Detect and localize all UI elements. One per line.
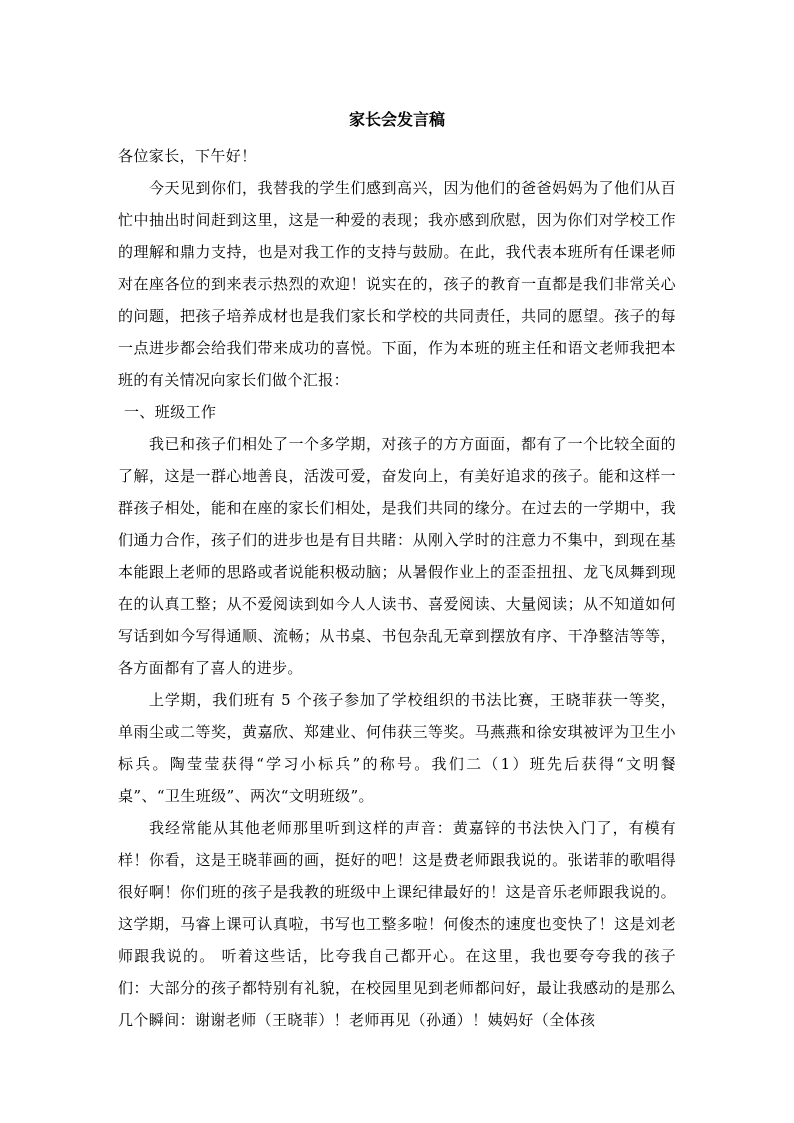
section-heading: 一、班级工作 [124, 403, 217, 421]
section-paragraph: 我经常能从其他老师那里听到这样的声音：黄嘉锌的书法快入门了，有模有样！你看，这是王晓菲画的画，挺好的吧！这是费老师跟我说的。张诺菲的歌唱得很好啊！你们班的孩子是我教的班级中上课纪律最好的！这是音乐老师跟我说的。这学期，马睿上课可认真啦，书写也工整多啦！何俊杰的速度也变快了！这是刘老师跟我说的。 听着这些话，比夸我自己都开心。在这里，我也要夸夸我的孩子们：大部分的孩子都特别有礼貌，在校园里见到老师都问好，最让我感动的是那么几个瞬间：谢谢老师（王晓菲）！老师再见（孙通）！姨妈好（全体孩 [118, 819, 676, 1029]
section-paragraph: 我已和孩子们相处了一个多学期，对孩子的方方面面，都有了一个比较全面的了解，这是一群心地善良，活泼可爱，奋发向上，有美好追求的孩子。能和这样一群孩子相处，能和在座的家长们相处，是我们共同的缘分。在过去的一学期中，我们通力合作，孩子们的进步也是有目共睹：从刚入学时的注意力不集中，到现在基本能跟上老师的思路或者说能积极动脑；从暑假作业上的歪歪扭扭、龙飞凤舞到现在的认真工整；从不爱阅读到如今人人读书、喜爱阅读、大量阅读；从不知道如何写话到如今写得通顺、流畅；从书桌、书包杂乱无章到摆放有序、干净整洁等等，各方面都有了喜人的进步。 [118, 435, 676, 677]
intro-paragraph: 今天见到你们，我替我的学生们感到高兴，因为他们的爸爸妈妈为了他们从百忙中抽出时间赶到这里，这是一种爱的表现；我亦感到欣慰，因为你们对学校工作的理解和鼎力支持，也是对我工作的支持与鼓励。在此，我代表本班所有任课老师对在座各位的到来表示热烈的欢迎！说实在的，孩子的教育一直都是我们非常关心的问题，把孩子培养成材也是我们家长和学校的共同责任，共同的愿望。孩子的每一点进步都会给我们带来成功的喜悦。下面，作为本班的班主任和语文老师我把本班的有关情况向家长们做个汇报： [118, 179, 676, 389]
section-paragraph: 上学期，我们班有 5 个孩子参加了学校组织的书法比赛，王晓菲获一等奖，单雨尘或二等奖，黄嘉欣、郑建业、何伟获三等奖。马燕燕和徐安琪被评为卫生小标兵。陶莹莹获得“学习小标兵”的称号。我们二（1）班先后获得“文明餐桌”、“卫生班级”、两次“文明班级”。 [118, 691, 676, 805]
document-title: 家长会发言稿 [348, 110, 445, 129]
greeting: 各位家长，下午好！ [118, 147, 257, 165]
